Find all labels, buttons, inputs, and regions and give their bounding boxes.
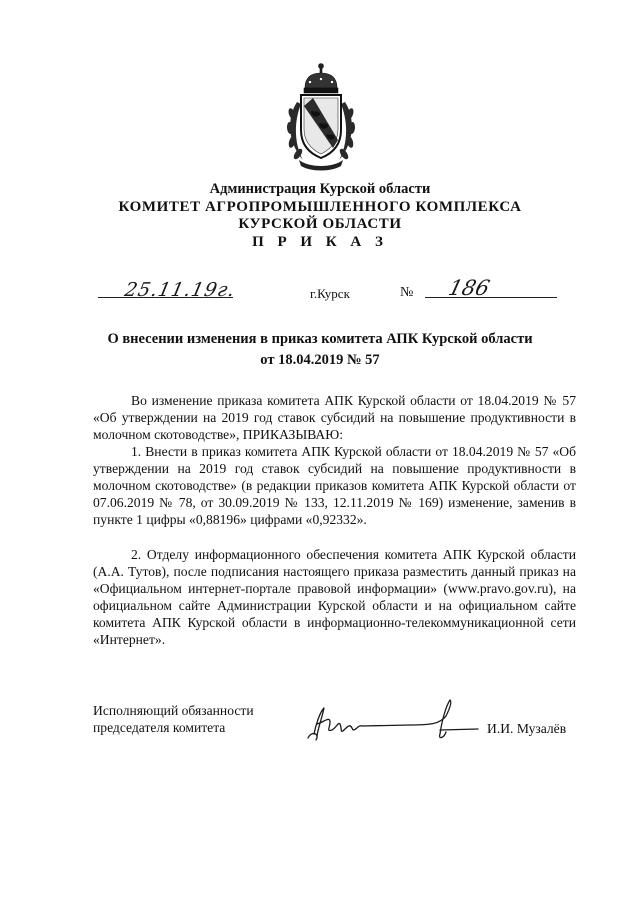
- paragraph-text: 1. Внести в приказ комитета АПК Курской области от 18.04.2019 № 57 «Об утверждении на 2019 год ставок субсидий на повышение продуктивности в молочном скотоводстве» (в редакции приказов комитета АПК Курской области от 07.06.2019 № 78, от 30.09.2019 № 133, 12.11.2019 № 169) изменение, заменив в пункте 1 цифры «0,88196» цифрами «0,92332».: [93, 444, 576, 527]
- coat-of-arms-emblem: [283, 62, 359, 174]
- paragraph-text: 2. Отделу информационного обеспечения комитета АПК Курской области (А.А. Тутов), после подписания настоящего приказа разместить данный приказ на «Официальном интернет-портале правовой информации» (www.pravo.gov.ru), на официальном сайте Администрации Курской области и на официальном сайте комитета АПК Курской области в информационно-телекоммуникационной сети «Интернет».: [93, 547, 576, 647]
- order-title-line-2: от 18.04.2019 № 57: [260, 352, 380, 368]
- signatory-position: [93, 703, 254, 737]
- signatory-position-line-2: председателя комитета: [93, 719, 226, 735]
- order-title-line-1: О внесении изменения в приказ комитета АПК Курской области: [107, 331, 533, 347]
- city-label: г.Курск: [310, 286, 350, 301]
- number-sign: №: [400, 285, 414, 300]
- handwritten-date: 25.11.19г.: [122, 279, 238, 301]
- signatory-name: И.И. Музалёв: [487, 721, 567, 736]
- paragraph-text: Во изменение приказа комитета АПК Курской области от 18.04.2019 № 57 «Об утверждении на 2019 год ставок субсидий на повышение продуктивности в молочном скотоводстве», ПРИКАЗЫВАЮ:: [93, 393, 576, 442]
- administration-heading: Администрация Курской области: [209, 181, 431, 197]
- document-type-heading: П Р И К А З: [252, 234, 388, 250]
- region-heading: КУРСКОЙ ОБЛАСТИ: [238, 216, 402, 232]
- body-paragraph-3: [93, 547, 576, 648]
- committee-heading: КОМИТЕТ АГРОПРОМЫШЛЕННОГО КОМПЛЕКСА: [118, 199, 522, 215]
- handwritten-number: 186: [446, 276, 493, 300]
- signatory-position-line-1: Исполняющий обязанности: [93, 703, 254, 718]
- date-underline: [98, 297, 233, 298]
- body-paragraph-2: [93, 444, 576, 529]
- date-number-line: [0, 276, 640, 305]
- number-underline: [425, 297, 557, 298]
- body-paragraph-1: [93, 393, 576, 444]
- handwritten-signature: [300, 694, 485, 746]
